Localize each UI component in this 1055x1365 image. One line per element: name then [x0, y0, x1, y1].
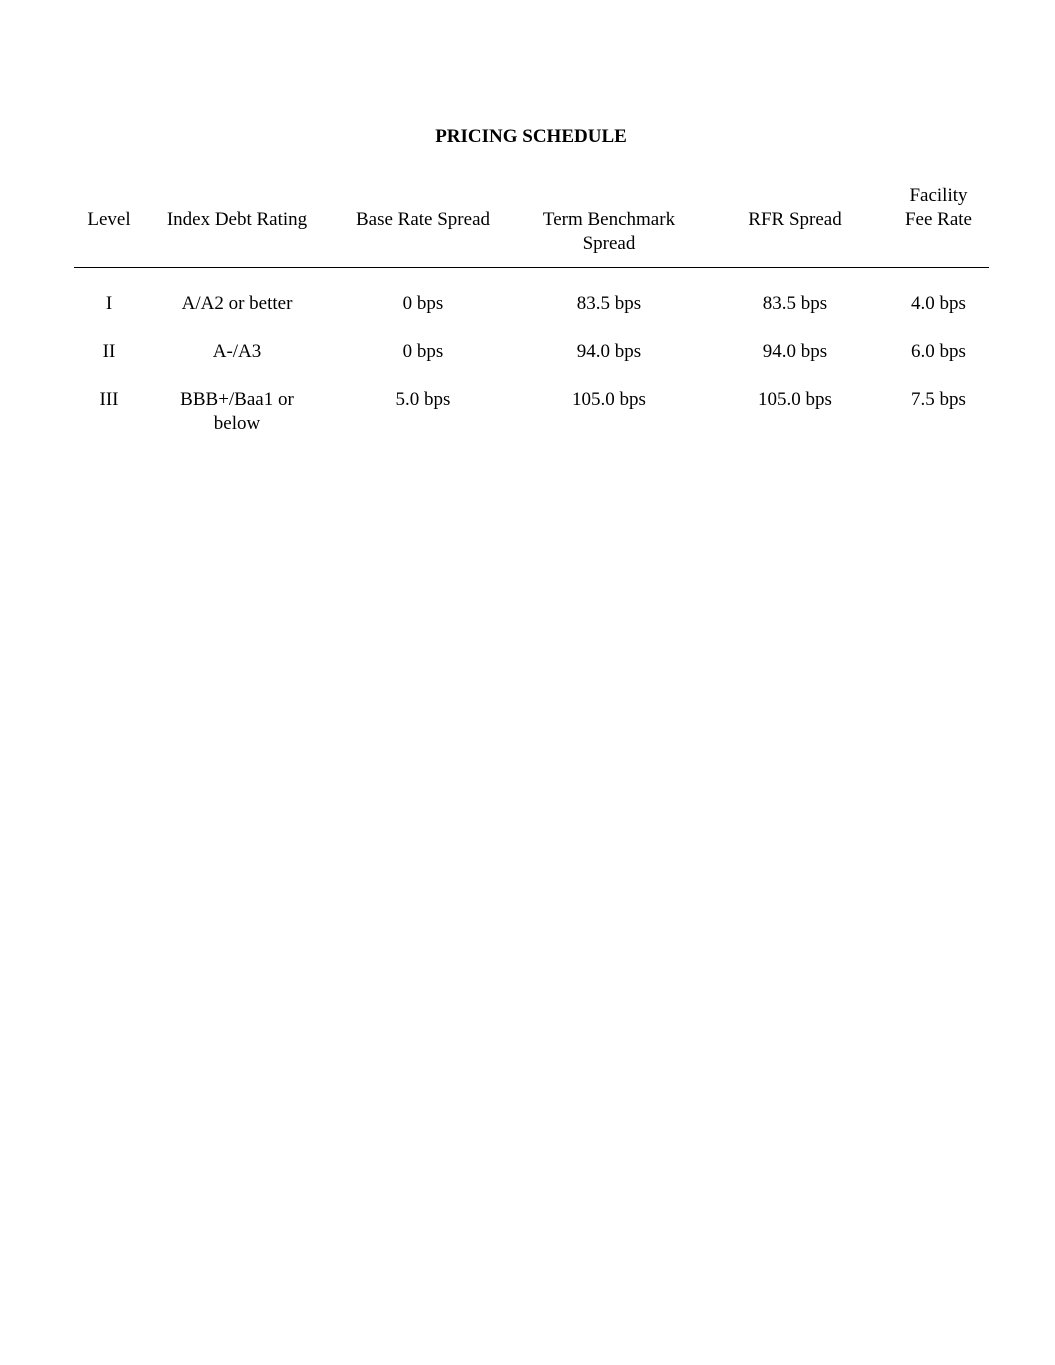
cell-term-benchmark-spread: 83.5 bps	[576, 293, 642, 314]
cell-index-debt-rating: A/A2 or better	[181, 293, 293, 314]
header-index-debt-rating: Index Debt Rating	[144, 172, 330, 268]
cell-level: I	[105, 293, 113, 314]
header-facility-fee-rate-text: Facility Fee Rate	[904, 184, 972, 230]
cell-rfr-spread: 105.0 bps	[758, 389, 832, 410]
cell-facility-fee-rate: 6.0 bps	[911, 341, 966, 362]
page-title: PRICING SCHEDULE	[435, 126, 627, 147]
header-level: Level	[74, 172, 144, 268]
cell-rfr-spread: 94.0 bps	[762, 341, 828, 362]
cell-term-benchmark-spread: 105.0 bps	[572, 389, 646, 410]
table-row	[74, 340, 989, 388]
cell-index-debt-rating	[144, 388, 330, 436]
pricing-schedule-table	[74, 172, 989, 436]
cell-term-benchmark-spread: 94.0 bps	[576, 341, 642, 362]
cell-base-rate-spread: 5.0 bps	[395, 389, 451, 410]
table-row	[74, 268, 989, 341]
cell-rfr-spread: 83.5 bps	[762, 293, 828, 314]
cell-level: II	[102, 341, 116, 362]
header-facility-fee-rate	[888, 172, 989, 268]
cell-index-debt-rating: A-/A3	[212, 341, 262, 362]
cell-base-rate-spread: 0 bps	[402, 341, 444, 362]
cell-level: III	[99, 389, 119, 410]
table-header-row	[74, 172, 989, 268]
cell-facility-fee-rate: 4.0 bps	[911, 293, 966, 314]
header-base-rate-spread: Base Rate Spread	[330, 172, 516, 268]
cell-index-debt-rating-text: BBB+/Baa1 or below	[180, 389, 294, 434]
table-row	[74, 388, 989, 436]
header-rfr-spread: RFR Spread	[702, 172, 888, 268]
header-term-benchmark-spread	[516, 172, 702, 268]
header-term-benchmark-spread-text: Term Benchmark Spread	[542, 208, 676, 254]
cell-facility-fee-rate: 7.5 bps	[911, 389, 966, 410]
cell-base-rate-spread: 0 bps	[402, 293, 444, 314]
